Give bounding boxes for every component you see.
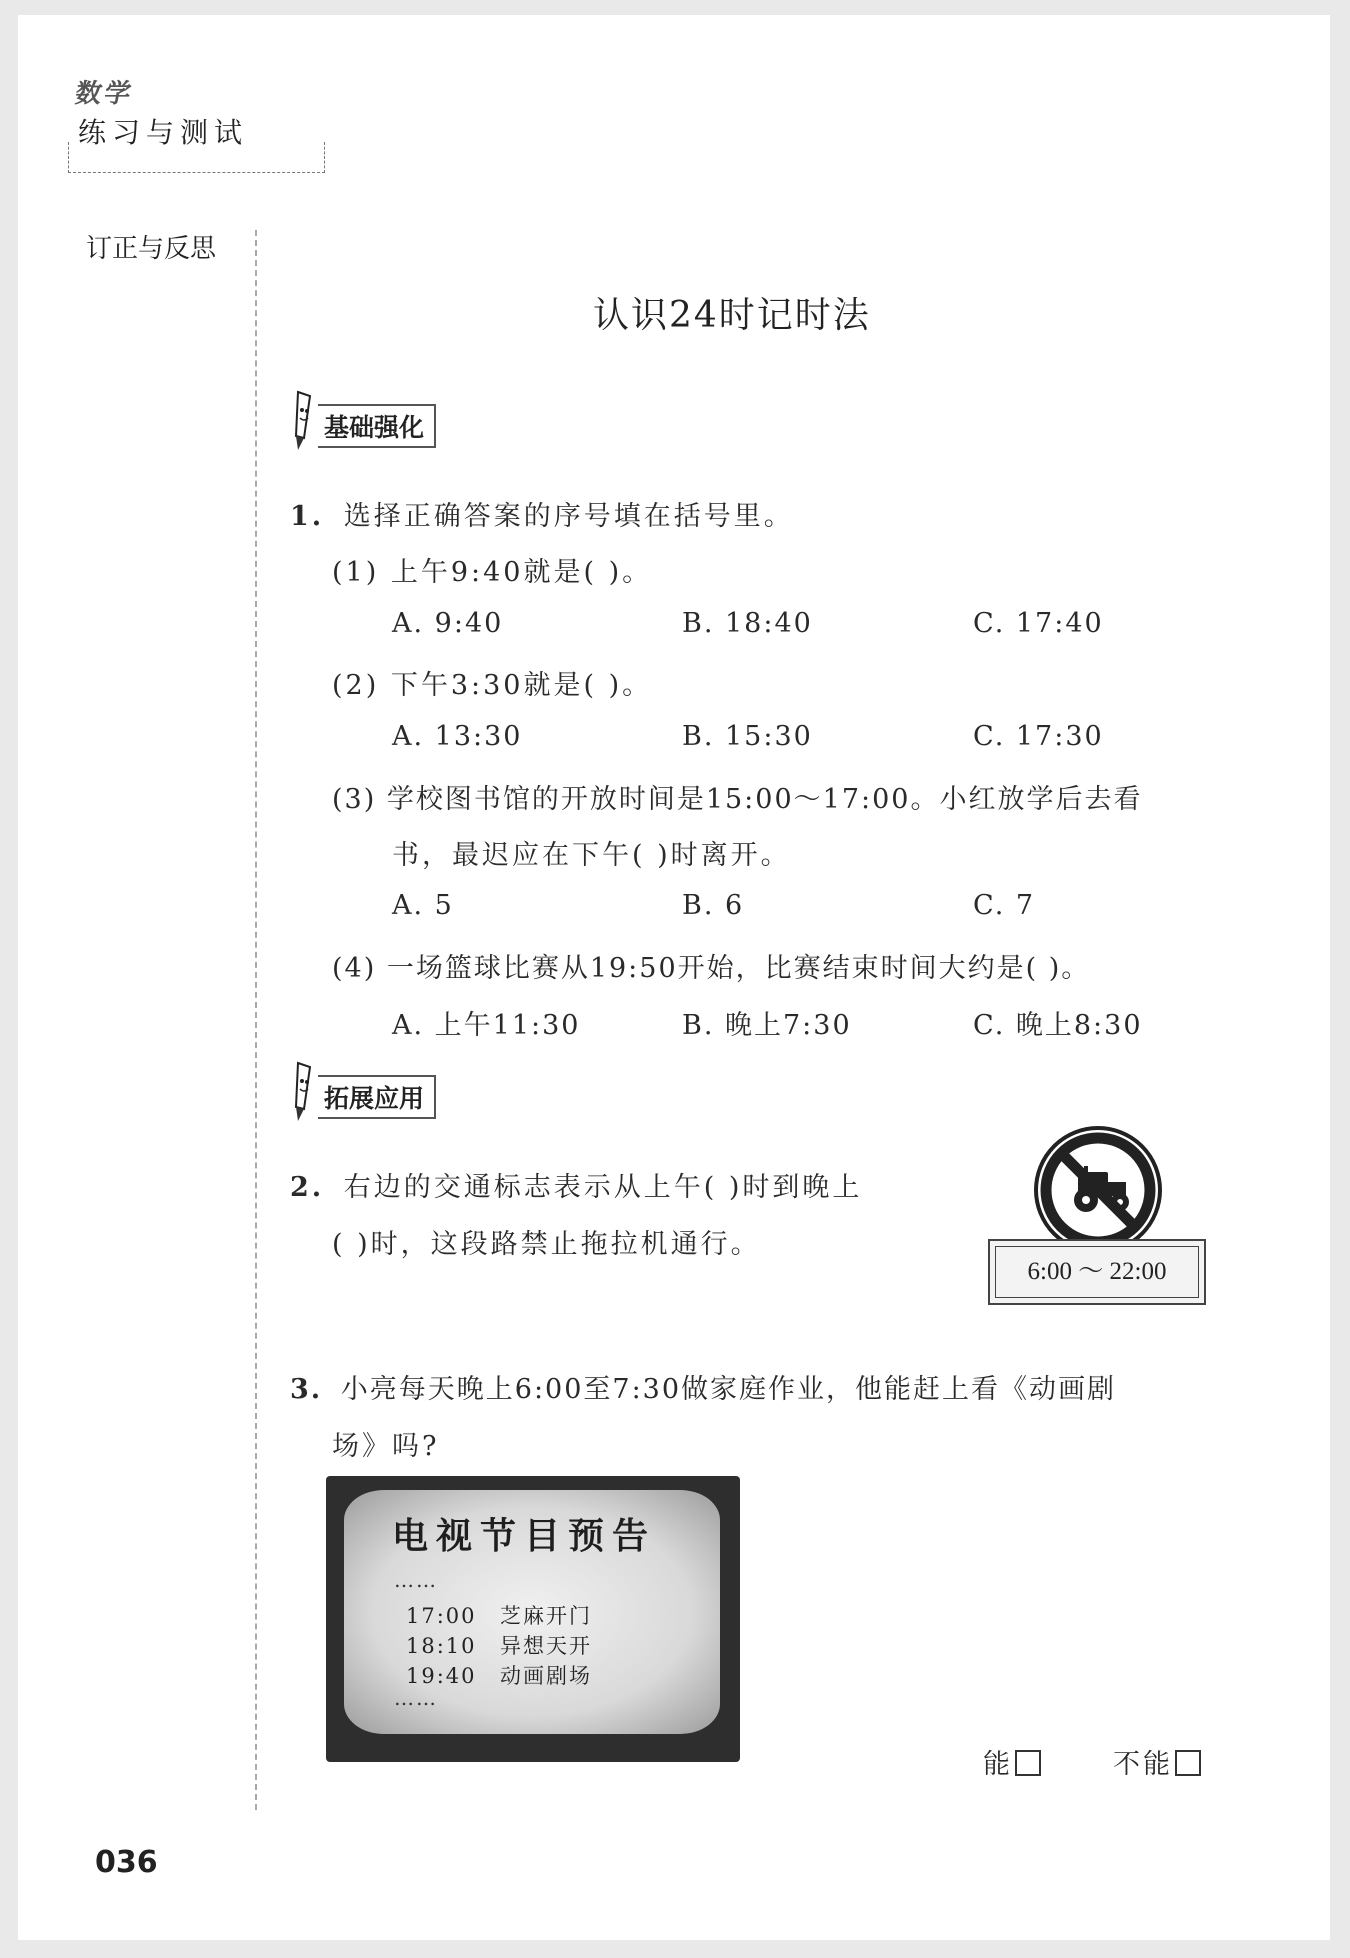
q2-number: 2. — [290, 1172, 325, 1203]
q1-item-3-option-c: C. 7 — [973, 890, 1036, 921]
section-extended-header — [290, 1061, 436, 1123]
book-title: 练习与测试 — [78, 116, 249, 149]
answer-no-label: 不能 — [1113, 1749, 1173, 1780]
q1-item-4-stem: (4) 一场篮球比赛从19:50开始，比赛结束时间大约是( )。 — [332, 953, 1091, 984]
answer-yes[interactable] — [983, 1742, 1041, 1781]
q1-text: 选择正确答案的序号填在括号里。 — [343, 501, 794, 532]
margin-label: 订正与反思 — [86, 234, 217, 264]
q1-item-2-option-a: A. 13:30 — [392, 721, 523, 752]
pencil-icon — [290, 1061, 316, 1123]
q1-item-3-option-a: A. 5 — [392, 890, 454, 921]
program-name: 动画剧场 — [500, 1664, 592, 1688]
workbook-page — [18, 15, 1330, 1940]
answer-yes-label: 能 — [983, 1749, 1013, 1780]
tv-screen — [344, 1490, 720, 1734]
q1-number: 1. — [290, 501, 325, 532]
tv-illustration — [326, 1476, 740, 1762]
page-number: 036 — [95, 1845, 158, 1880]
sign-time-text: 6:00 ～ 22:00 — [995, 1246, 1199, 1298]
tv-dots-top: …… — [394, 1568, 438, 1592]
program-time: 17:00 — [406, 1604, 477, 1628]
q1-item-1-option-a: A. 9:40 — [392, 608, 504, 639]
tv-title: 电视节目预告 — [392, 1515, 657, 1557]
lesson-title: 认识24时记时法 — [593, 295, 871, 336]
program-name: 芝麻开门 — [500, 1604, 592, 1628]
q1-item-1-stem: (1) 上午9:40就是( )。 — [332, 557, 653, 588]
tv-dots-bottom: …… — [394, 1686, 438, 1710]
answer-no[interactable] — [1113, 1742, 1201, 1781]
program-time: 19:40 — [406, 1664, 477, 1688]
q1-item-2-stem: (2) 下午3:30就是( )。 — [332, 670, 653, 701]
answer-no-checkbox[interactable] — [1175, 1750, 1201, 1776]
q1-item-2-option-c: C. 17:30 — [973, 721, 1104, 752]
q1-item-3-option-b: B. 6 — [682, 890, 745, 921]
tv-program-row — [406, 1600, 592, 1630]
q3-number: 3. — [290, 1374, 323, 1405]
q3-text-1: 小亮每天晚上6:00至7:30做家庭作业，他能赶上看《动画剧 — [340, 1374, 1117, 1405]
program-time: 18:10 — [406, 1634, 477, 1658]
section-basic-label: 基础强化 — [318, 404, 436, 448]
q2-text-2: ( )时，这段路禁止拖拉机通行。 — [332, 1229, 761, 1260]
q2-text-1: 右边的交通标志表示从上午( )时到晚上 — [343, 1172, 863, 1203]
margin-divider — [255, 230, 257, 1810]
q1-prompt — [290, 494, 794, 533]
q1-item-1-option-b: B. 18:40 — [682, 608, 813, 639]
q3-line-1 — [290, 1367, 1116, 1406]
section-extended-label: 拓展应用 — [318, 1075, 436, 1119]
q1-item-1-option-c: C. 17:40 — [973, 608, 1104, 639]
q1-item-4-option-b: B. 晚上7:30 — [682, 1010, 852, 1041]
pencil-icon — [290, 390, 316, 452]
answer-yes-checkbox[interactable] — [1015, 1750, 1041, 1776]
program-name: 异想天开 — [500, 1634, 592, 1658]
tv-program-row — [406, 1630, 592, 1660]
q2-line-1 — [290, 1165, 862, 1204]
q1-item-3-stem-continued: 书，最迟应在下午( )时离开。 — [392, 840, 791, 871]
q1-item-4-option-c: C. 晚上8:30 — [973, 1010, 1143, 1041]
q1-item-2-option-b: B. 15:30 — [682, 721, 813, 752]
q1-item-4-option-a: A. 上午11:30 — [392, 1010, 581, 1041]
q1-item-3-stem: (3) 学校图书馆的开放时间是15:00～17:00。小红放学后去看 — [332, 784, 1143, 815]
section-basic-header — [290, 390, 436, 452]
subject-label: 数学 — [72, 79, 137, 109]
q3-text-2: 场》吗? — [332, 1431, 440, 1462]
sign-time-plate — [988, 1239, 1206, 1305]
header-dashed-box — [68, 142, 325, 173]
